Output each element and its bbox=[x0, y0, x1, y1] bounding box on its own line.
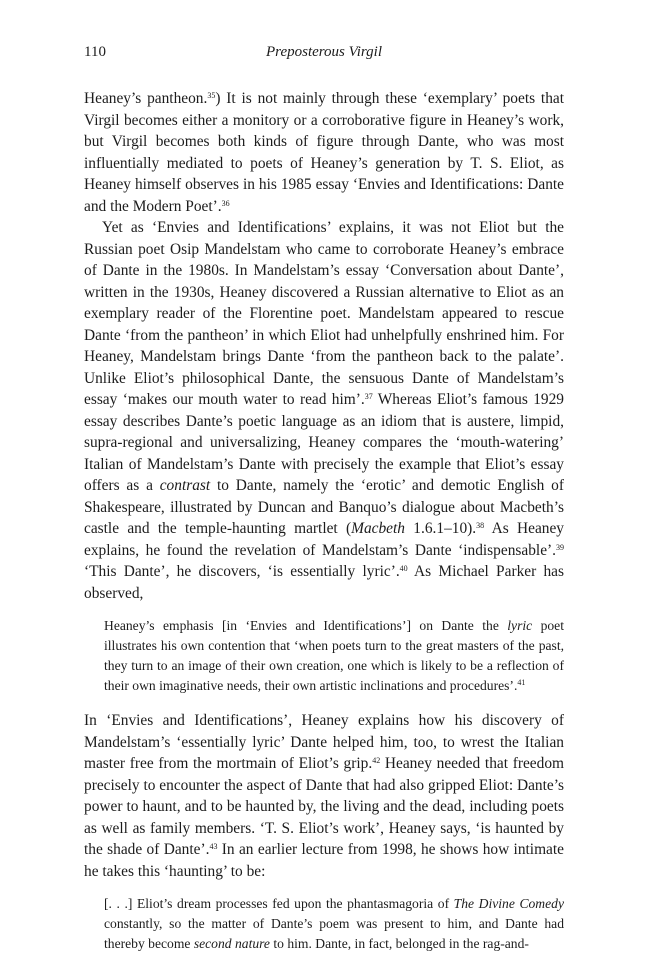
text-run: Heaney needed that freedom precisely to encounter the aspect of Dante that had also gripped Eliot: Dante’s power to haunt, and to be haunted by, the living and the dead, including poets as well as family members. ‘T. S. Eliot’s work’, Heaney says, ‘is haunted by the shade of Dante’. bbox=[84, 755, 564, 858]
block-quote-1 bbox=[104, 616, 564, 696]
text-run: 1.6.1–10). bbox=[405, 520, 477, 537]
text-run: In an earlier lecture from 1998, he shows how intimate he takes this ‘haunting’ to be: bbox=[84, 841, 564, 880]
italic-macbeth: Macbeth bbox=[351, 520, 405, 537]
page-header bbox=[84, 44, 564, 64]
text-run: [. . .] Eliot’s dream processes fed upon the phantasmagoria of bbox=[104, 896, 454, 911]
paragraph-1 bbox=[84, 88, 564, 217]
text-run: poet illustrates his own contention that ‘when poets turn to the great masters of the past, they turn to an image of their own creation, one which is likely to be a reflection of their own imaginative needs, their own artistic inclinations and procedures’. bbox=[104, 618, 564, 693]
paragraph-2 bbox=[84, 217, 564, 604]
footnote-ref-37: 37 bbox=[364, 392, 373, 401]
footnote-ref-36: 36 bbox=[221, 198, 230, 208]
footnote-ref-39: 39 bbox=[556, 542, 564, 552]
footnote-ref-35: 35 bbox=[207, 91, 216, 100]
text-run: to him. Dante, in fact, belonged in the rag-and- bbox=[269, 936, 529, 951]
text-run: As Heaney explains, he found the revelation of Mandelstam’s Dante ‘indispensable’. bbox=[84, 520, 564, 559]
footnote-ref-40: 40 bbox=[399, 564, 408, 573]
text-run: ) It is not mainly through these ‘exemplary’ poets that Virgil becomes either a monitory or a corroborative figure in Heaney’s work, but Virgil becomes both kinds of figure through Dante, who was most influentially mediated to poets of Heaney’s generation by T. S. Eliot, as Heaney himself observes in his 1985 essay ‘Envies and Identifications: Dante and the Modern Poet’. bbox=[84, 90, 564, 215]
text-run: constantly, so the matter of Dante’s poem was present to him, and Dante had thereby become bbox=[104, 916, 564, 951]
footnote-ref-38: 38 bbox=[476, 521, 485, 530]
page-number: 110 bbox=[84, 44, 106, 60]
page-body bbox=[84, 88, 564, 968]
italic-divine-comedy: The Divine Comedy bbox=[453, 896, 564, 911]
italic-lyric: lyric bbox=[507, 618, 533, 633]
text-run: Yet as ‘Envies and Identifications’ explains, it was not Eliot but the Russian poet Osip Mandelstam who came to corroborate Heaney’s embrace of Dante in the 1980s. In Mandelstam’s essay ‘Conversation about Dante’, written in the 1930s, Heaney discovered a Russian alternative to Eliot as an exemplary reader of the Florentine poet. Mandelstam appeared to rescue Dante ‘from the pantheon’ in which Eliot had unhelpfully enshrined him. For Heaney, Mandelstam brings Dante ‘from the pantheon back to the palate’. Unlike Eliot’s philosophical Dante, the sensuous Dante of Mandelstam’s essay ‘makes our mouth water to read him’. bbox=[84, 219, 564, 408]
italic-second-nature: second nature bbox=[193, 936, 270, 951]
footnote-ref-43: 43 bbox=[209, 842, 218, 851]
text-run: to Dante, namely the ‘erotic’ and demotic English of Shakespeare, illustrated by Duncan and Banquo’s dialogue about Macbeth’s castle and the temple-haunting martlet ( bbox=[84, 477, 564, 537]
italic-contrast: contrast bbox=[159, 477, 211, 494]
footnote-ref-42: 42 bbox=[372, 756, 381, 765]
running-title: Preposterous Virgil bbox=[266, 44, 382, 60]
quote-paragraph bbox=[104, 894, 564, 954]
text-run: In ‘Envies and Identifications’, Heaney explains how his discovery of Mandelstam’s ‘essentially lyric’ Dante helped him, too, to wrest the Italian master free from the mortmain of Eliot’s grip. bbox=[84, 712, 564, 772]
footnote-ref-41: 41 bbox=[517, 678, 526, 687]
text-run: Heaney’s emphasis [in ‘Envies and Identifications’] on Dante the bbox=[104, 618, 508, 633]
text-run: ‘This Dante’, he discovers, ‘is essentially lyric’. bbox=[84, 563, 400, 580]
quote-paragraph bbox=[104, 616, 564, 696]
text-run: Whereas Eliot’s famous 1929 essay describes Dante’s poetic language as an idiom that is austere, limpid, supra-regional and universalizing, Heaney compares the ‘mouth-watering’ Italian of Mandelstam’s Dante with precisely the example that Eliot’s essay offers as a bbox=[84, 391, 564, 494]
text-run: Heaney’s pantheon. bbox=[84, 90, 208, 107]
block-quote-2 bbox=[104, 894, 564, 954]
text-run: As Michael Parker has observed, bbox=[84, 563, 564, 602]
paragraph-3 bbox=[84, 710, 564, 882]
